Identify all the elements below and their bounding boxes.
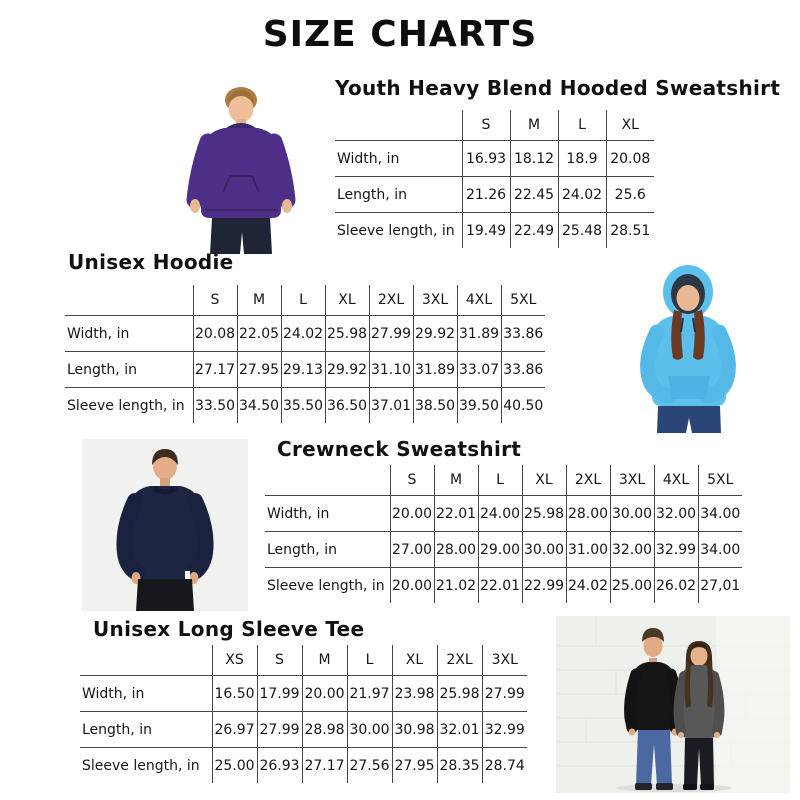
value-cell: 32.99 [654, 532, 698, 568]
row-label-cell: Width, in [80, 676, 212, 712]
value-cell: 25.98 [437, 676, 482, 712]
woman-in-blue-hoodie-illustration [600, 256, 778, 433]
size-header-cell: S [390, 465, 434, 496]
size-header-cell: M [434, 465, 478, 496]
unisex-blue-hoodie-photo [600, 256, 778, 433]
value-cell: 16.93 [462, 141, 510, 177]
value-cell: 34.00 [698, 532, 742, 568]
size-header-cell: 4XL [654, 465, 698, 496]
value-cell: 27.95 [392, 748, 437, 784]
measurement-row [335, 213, 654, 249]
row-label-cell: Length, in [335, 177, 462, 213]
value-cell: 22.01 [434, 496, 478, 532]
measurement-row [265, 568, 742, 604]
value-cell: 25.6 [606, 177, 654, 213]
value-cell: 31.89 [413, 352, 457, 388]
size-header-cell: 2XL [369, 285, 413, 316]
value-cell: 31.00 [566, 532, 610, 568]
size-header-cell: L [478, 465, 522, 496]
value-cell: 24.02 [281, 316, 325, 352]
value-cell: 27.99 [482, 676, 527, 712]
row-label-cell: Sleeve length, in [335, 213, 462, 249]
value-cell: 32.99 [482, 712, 527, 748]
couple-in-long-sleeve-tees-illustration [556, 616, 790, 793]
size-header-cell: XS [212, 645, 257, 676]
size-header-cell: XL [392, 645, 437, 676]
value-cell: 28.74 [482, 748, 527, 784]
value-cell: 25.00 [212, 748, 257, 784]
value-cell: 28.51 [606, 213, 654, 249]
value-cell: 37.01 [369, 388, 413, 424]
value-cell: 24.00 [478, 496, 522, 532]
size-header-cell: M [237, 285, 281, 316]
value-cell: 22.49 [510, 213, 558, 249]
value-cell: 21.26 [462, 177, 510, 213]
value-cell: 18.12 [510, 141, 558, 177]
size-header-cell: L [347, 645, 392, 676]
size-header-cell: 4XL [457, 285, 501, 316]
corner-cell [80, 645, 212, 676]
value-cell: 34.50 [237, 388, 281, 424]
measurement-row [65, 352, 545, 388]
value-cell: 19.49 [462, 213, 510, 249]
value-cell: 29.13 [281, 352, 325, 388]
value-cell: 24.02 [566, 568, 610, 604]
corner-cell [65, 285, 193, 316]
value-cell: 32.00 [654, 496, 698, 532]
section-heading-youth-hoodie: Youth Heavy Blend Hooded Sweatshirt [335, 76, 781, 100]
row-label-cell: Sleeve length, in [80, 748, 212, 784]
value-cell: 25.98 [522, 496, 566, 532]
corner-cell [335, 110, 462, 141]
value-cell: 30.98 [392, 712, 437, 748]
size-header-cell: 5XL [501, 285, 545, 316]
row-label-cell: Length, in [265, 532, 390, 568]
measurement-row [335, 177, 654, 213]
value-cell: 20.08 [193, 316, 237, 352]
measurement-row [65, 316, 545, 352]
measurement-row [265, 496, 742, 532]
value-cell: 26.02 [654, 568, 698, 604]
value-cell: 25.48 [558, 213, 606, 249]
value-cell: 20.00 [302, 676, 347, 712]
size-header-cell: S [193, 285, 237, 316]
value-cell: 26.93 [257, 748, 302, 784]
value-cell: 24.02 [558, 177, 606, 213]
value-cell: 35.50 [281, 388, 325, 424]
value-cell: 21.02 [434, 568, 478, 604]
size-table-unisex-hoodie [65, 285, 545, 423]
value-cell: 39.50 [457, 388, 501, 424]
size-header-row [65, 285, 545, 316]
value-cell: 20.00 [390, 496, 434, 532]
value-cell: 22.45 [510, 177, 558, 213]
size-header-cell: XL [325, 285, 369, 316]
size-header-row [80, 645, 527, 676]
value-cell: 27.99 [369, 316, 413, 352]
row-label-cell: Sleeve length, in [265, 568, 390, 604]
size-header-cell: XL [606, 110, 654, 141]
size-header-cell: S [462, 110, 510, 141]
measurement-row [265, 532, 742, 568]
size-header-cell: XL [522, 465, 566, 496]
measurement-row [65, 388, 545, 424]
row-label-cell: Width, in [335, 141, 462, 177]
size-table-crewneck [265, 465, 742, 603]
size-header-cell: S [257, 645, 302, 676]
value-cell: 33.86 [501, 352, 545, 388]
value-cell: 40.50 [501, 388, 545, 424]
size-table-long-sleeve-tee [80, 645, 527, 783]
value-cell: 27.00 [390, 532, 434, 568]
measurement-row [335, 141, 654, 177]
size-header-cell: M [302, 645, 347, 676]
value-cell: 18.9 [558, 141, 606, 177]
section-heading-crewneck: Crewneck Sweatshirt [277, 437, 522, 461]
value-cell: 20.08 [606, 141, 654, 177]
man-in-navy-crewneck-illustration [82, 439, 248, 611]
page-title: SIZE CHARTS [262, 14, 538, 55]
long-sleeve-tee-couple-photo [556, 616, 790, 793]
row-label-cell: Width, in [65, 316, 193, 352]
measurement-row [80, 676, 527, 712]
value-cell: 20.00 [390, 568, 434, 604]
size-header-cell: 2XL [437, 645, 482, 676]
section-heading-unisex-hoodie: Unisex Hoodie [68, 250, 234, 274]
row-label-cell: Sleeve length, in [65, 388, 193, 424]
measurement-row [80, 748, 527, 784]
size-header-cell: 2XL [566, 465, 610, 496]
value-cell: 27.95 [237, 352, 281, 388]
value-cell: 27.17 [193, 352, 237, 388]
value-cell: 27.99 [257, 712, 302, 748]
value-cell: 26.97 [212, 712, 257, 748]
value-cell: 30.00 [522, 532, 566, 568]
value-cell: 28.35 [437, 748, 482, 784]
value-cell: 27,01 [698, 568, 742, 604]
value-cell: 28.00 [566, 496, 610, 532]
value-cell: 30.00 [347, 712, 392, 748]
boy-in-purple-hoodie-illustration [150, 76, 330, 254]
value-cell: 25.00 [610, 568, 654, 604]
value-cell: 33.86 [501, 316, 545, 352]
value-cell: 28.00 [434, 532, 478, 568]
youth-purple-hoodie-photo [150, 76, 330, 254]
row-label-cell: Width, in [265, 496, 390, 532]
value-cell: 29.00 [478, 532, 522, 568]
navy-crewneck-photo [82, 439, 248, 611]
value-cell: 32.00 [610, 532, 654, 568]
value-cell: 29.92 [413, 316, 457, 352]
size-header-cell: L [281, 285, 325, 316]
value-cell: 16.50 [212, 676, 257, 712]
value-cell: 27.56 [347, 748, 392, 784]
size-header-cell: 3XL [610, 465, 654, 496]
value-cell: 27.17 [302, 748, 347, 784]
size-header-cell: M [510, 110, 558, 141]
size-header-cell: 5XL [698, 465, 742, 496]
value-cell: 25.98 [325, 316, 369, 352]
size-header-row [335, 110, 654, 141]
value-cell: 33.50 [193, 388, 237, 424]
corner-cell [265, 465, 390, 496]
value-cell: 36.50 [325, 388, 369, 424]
size-header-cell: 3XL [413, 285, 457, 316]
section-heading-long-sleeve-tee: Unisex Long Sleeve Tee [93, 617, 365, 641]
value-cell: 38.50 [413, 388, 457, 424]
row-label-cell: Length, in [80, 712, 212, 748]
size-table-youth-hoodie [335, 110, 654, 248]
value-cell: 22.01 [478, 568, 522, 604]
size-header-cell: L [558, 110, 606, 141]
value-cell: 34.00 [698, 496, 742, 532]
value-cell: 22.05 [237, 316, 281, 352]
value-cell: 17.99 [257, 676, 302, 712]
value-cell: 30.00 [610, 496, 654, 532]
value-cell: 21.97 [347, 676, 392, 712]
value-cell: 29.92 [325, 352, 369, 388]
measurement-row [80, 712, 527, 748]
value-cell: 22.99 [522, 568, 566, 604]
value-cell: 31.89 [457, 316, 501, 352]
value-cell: 32.01 [437, 712, 482, 748]
value-cell: 33.07 [457, 352, 501, 388]
value-cell: 23.98 [392, 676, 437, 712]
value-cell: 28.98 [302, 712, 347, 748]
value-cell: 31.10 [369, 352, 413, 388]
size-header-row [265, 465, 742, 496]
size-header-cell: 3XL [482, 645, 527, 676]
row-label-cell: Length, in [65, 352, 193, 388]
